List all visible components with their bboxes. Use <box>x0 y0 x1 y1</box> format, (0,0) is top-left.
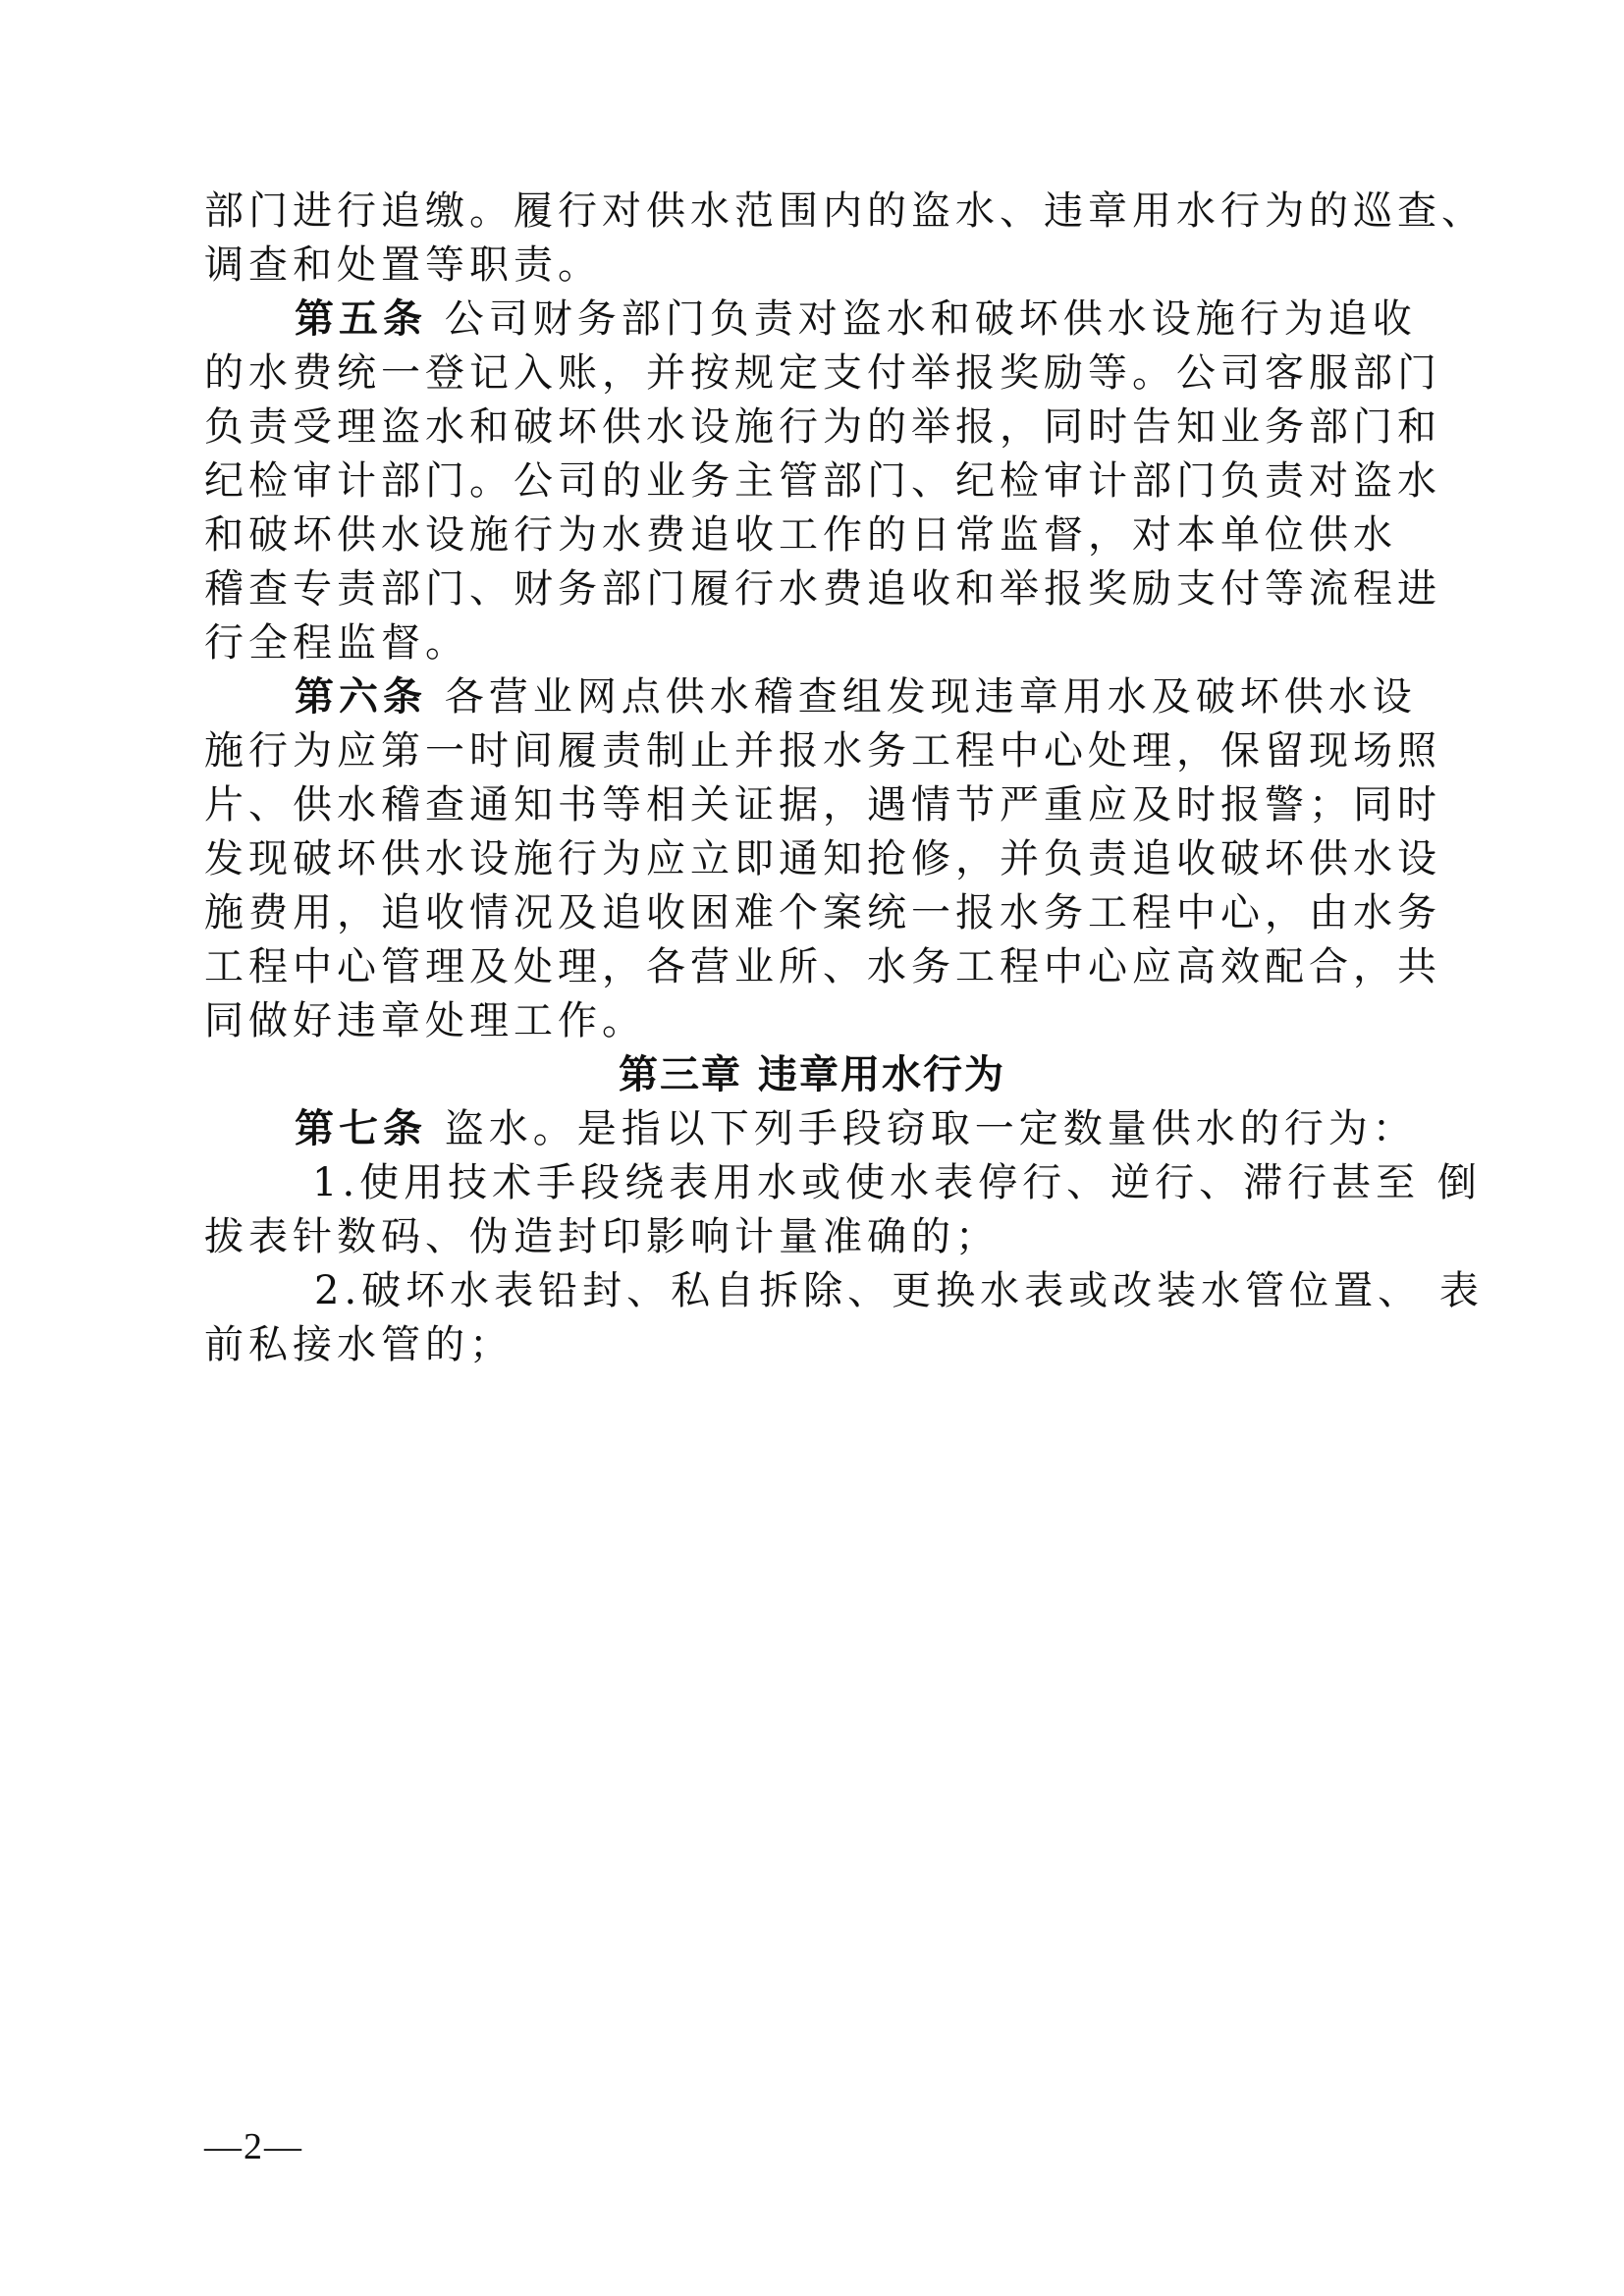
paragraph-line: 同做好违章处理工作。 <box>204 998 646 1043</box>
list-item-line: 2.破坏水表铅封、私自拆除、更换水表或改装水管位置、 表 <box>314 1268 1484 1313</box>
article-heading: 第七条 <box>295 1106 427 1151</box>
paragraph-text: 各营业网点供水稽查组发现违章用水及破坏供水设 <box>444 674 1417 720</box>
paragraph-line: 行全程监督。 <box>204 620 469 666</box>
chapter-title: 第三章 违章用水行为 <box>619 1052 1005 1097</box>
list-item-line: 1.使用技术手段绕表用水或使水表停行、逆行、滞行甚至 倒 <box>312 1160 1482 1205</box>
paragraph-line: 稽查专责部门、财务部门履行水费追收和举报奖励支付等流程进 <box>204 566 1441 612</box>
paragraph-line: 负责受理盗水和破坏供水设施行为的举报，同时告知业务部门和 <box>204 404 1441 450</box>
page-number: —2— <box>204 2126 303 2167</box>
paragraph-line: 的水费统一登记入账，并按规定支付举报奖励等。公司客服部门 <box>204 350 1441 396</box>
article-7-first-line <box>295 1102 1432 1155</box>
paragraph-text: 公司财务部门负责对盗水和破坏供水设施行为追收 <box>444 296 1417 342</box>
paragraph-line: 纪检审计部门。公司的业务主管部门、纪检审计部门负责对盗水 <box>204 458 1441 504</box>
paragraph-line: 片、供水稽查通知书等相关证据，遇情节严重应及时报警；同时 <box>204 782 1441 828</box>
article-6-first-line <box>295 670 1432 723</box>
list-item-line: 前私接水管的； <box>204 1322 514 1367</box>
paragraph-line: 发现破坏供水设施行为应立即通知抢修，并负责追收破坏供水设 <box>204 836 1441 881</box>
article-5-first-line <box>295 293 1432 346</box>
article-heading: 第六条 <box>295 674 427 720</box>
article-heading: 第五条 <box>295 296 427 342</box>
paragraph-line: 部门进行追缴。履行对供水范围内的盗水、违章用水行为的巡查、 <box>204 188 1486 234</box>
paragraph-line: 和破坏供水设施行为水费追收工作的日常监督，对本单位供水 <box>204 512 1397 558</box>
paragraph-line: 施费用，追收情况及追收困难个案统一报水务工程中心，由水务 <box>204 890 1441 935</box>
paragraph-text: 盗水。是指以下列手段窃取一定数量供水的行为： <box>444 1106 1417 1151</box>
paragraph-line: 工程中心管理及处理，各营业所、水务工程中心应高效配合，共 <box>204 944 1441 989</box>
paragraph-line: 调查和处置等职责。 <box>204 242 602 288</box>
list-item-line: 拔表针数码、伪造封印影响计量准确的； <box>204 1214 1000 1259</box>
paragraph-line: 施行为应第一时间履责制止并报水务工程中心处理，保留现场照 <box>204 728 1441 774</box>
